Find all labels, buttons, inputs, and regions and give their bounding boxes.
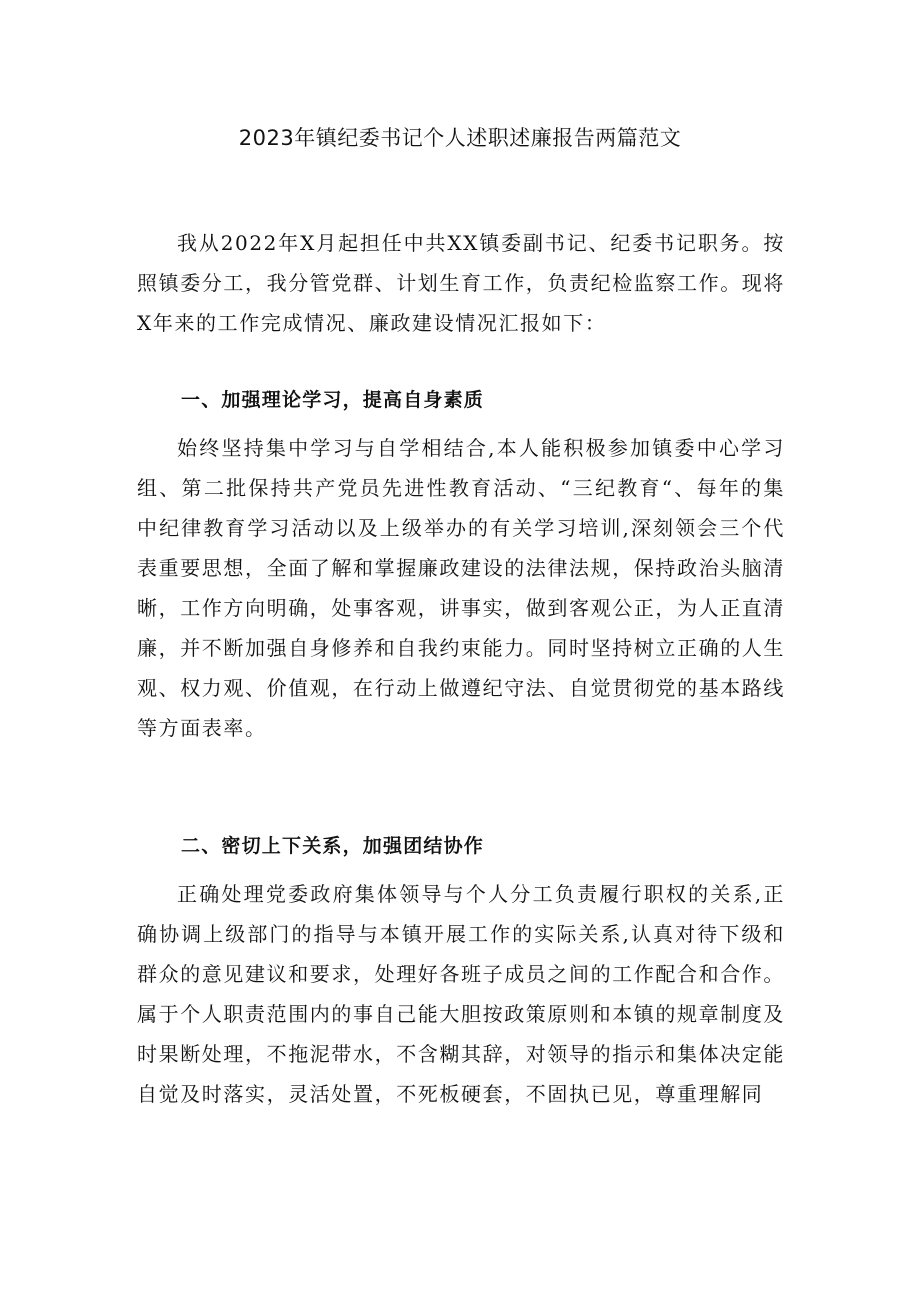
section-2-paragraph: 正确处理党委政府集体领导与个人分工负责履行职权的关系,正确协调上级部门的指导与本镇开展工作的实际关系,认真对待下级和群众的意见建议和要求，处理好各班子成员之间的工作配合和合作。属于个人职责范围内的事自己能大胆按政策原则和本镇的规章制度及时果断处理，不拖泥带水，不含糊其辞，对领导的指示和集体决定能自觉及时落实，灵活处置，不死板硬套，不固执已见，尊重理解同: [137, 882, 785, 1106]
intro-paragraph: 我从2022年X月起担任中共XX镇委副书记、纪委书记职务。按照镇委分工，我分管党群、计划生育工作，负责纪检监察工作。现将X年来的工作完成情况、廉政建设情况汇报如下：: [137, 231, 785, 335]
document-title: 2023年镇纪委书记个人述职述廉报告两篇范文: [238, 126, 682, 150]
section-2-heading: 二、密切上下关系，加强团结协作: [181, 835, 485, 857]
section-1-paragraph: 始终坚持集中学习与自学相结合,本人能积极参加镇委中心学习组、第二批保持共产党员先进性教育活动、“三纪教育“、每年的集中纪律教育学习活动以及上级举办的有关学习培训,深刻领会三个代表重要思想，全面了解和掌握廉政建设的法律法规，保持政治头脑清晰，工作方向明确，处事客观，讲事实，做到客观公正，为人正直清廉，并不断加强自身修养和自我约束能力。同时坚持树立正确的人生观、权力观、价值观，在行动上做遵纪守法、自觉贯彻党的基本路线等方面表率。: [137, 436, 785, 740]
section-1-heading: 一、加强理论学习，提高自身素质: [181, 389, 485, 411]
